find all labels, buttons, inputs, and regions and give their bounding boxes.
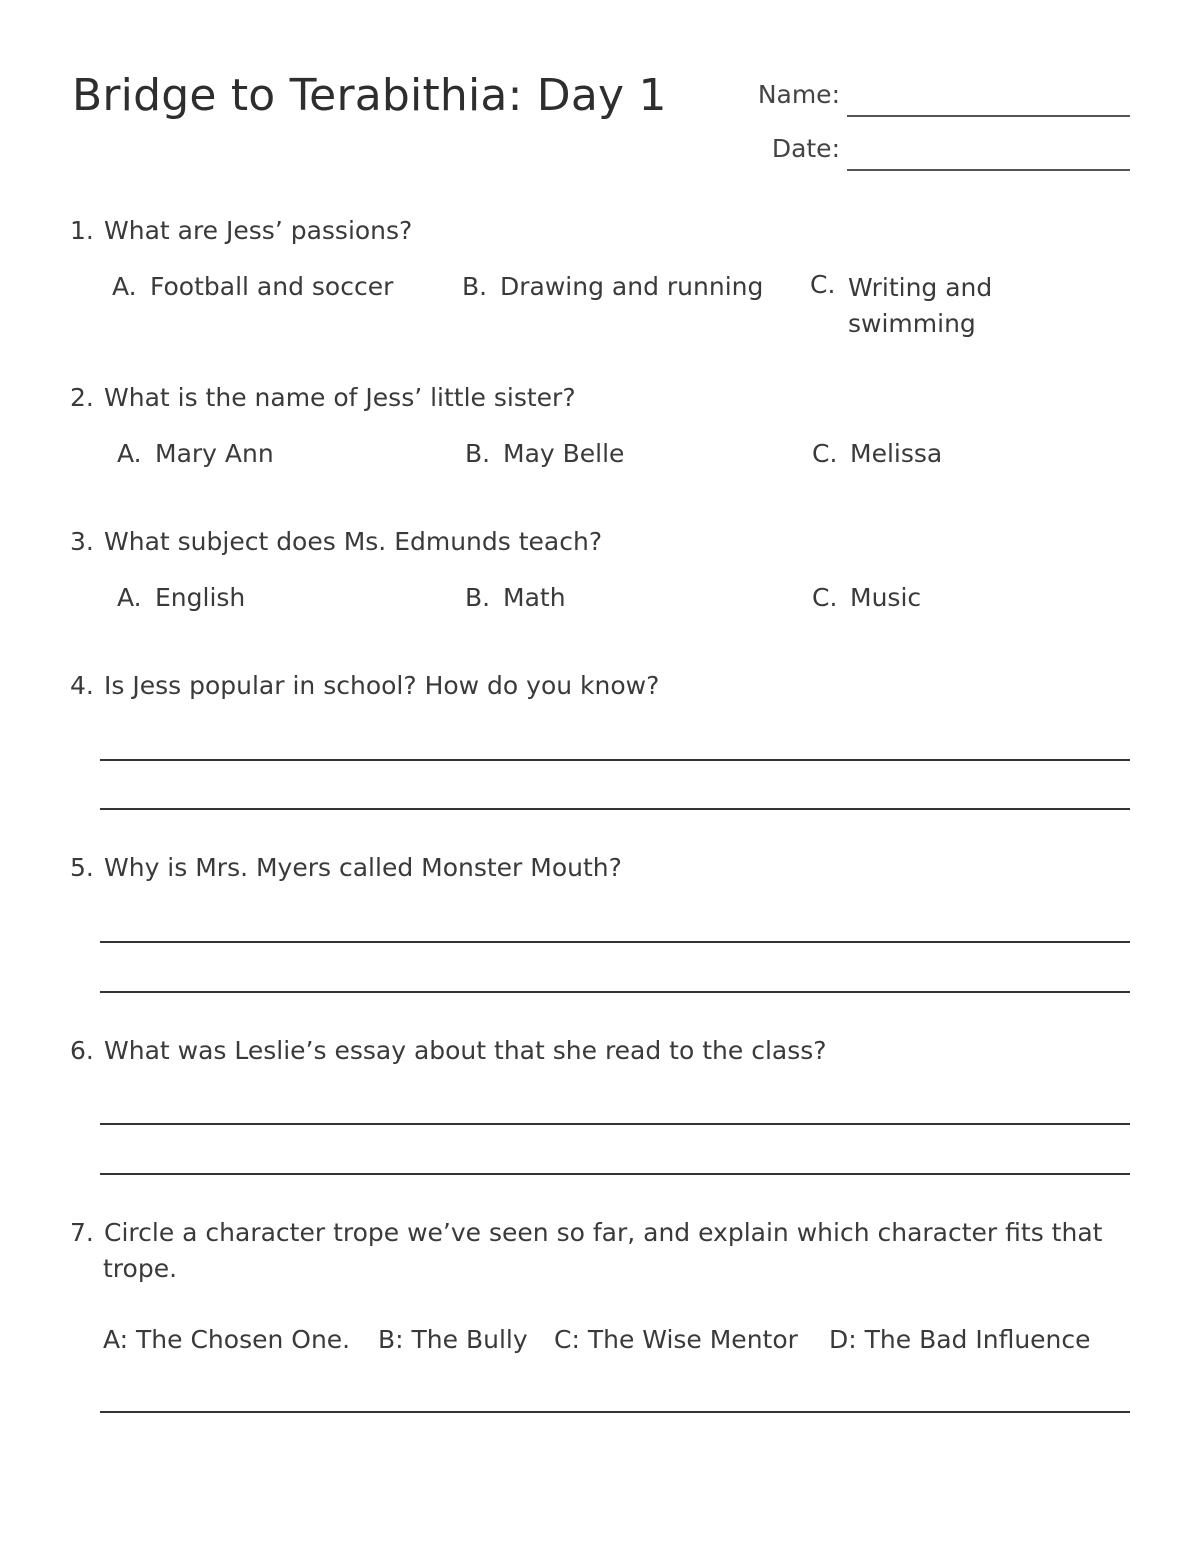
- q1-option-b[interactable]: [462, 272, 763, 301]
- name-field-line[interactable]: [847, 115, 1130, 117]
- name-label: Name:: [757, 80, 840, 109]
- question-text: Circle a character trope we’ve seen so far, and explain which character fits that: [104, 1218, 1103, 1247]
- question-2: [70, 383, 576, 412]
- q3-option-a[interactable]: [117, 583, 245, 612]
- option-letter: B.: [465, 583, 491, 612]
- question-number: 2.: [70, 383, 94, 412]
- q2-option-a[interactable]: [117, 439, 274, 468]
- option-letter: A.: [117, 583, 142, 612]
- question-text: What are Jess’ passions?: [104, 216, 413, 245]
- q3-option-b[interactable]: [465, 583, 566, 612]
- option-text: Music: [850, 583, 922, 612]
- option-text: Writing and swimming: [848, 273, 993, 338]
- question-text: What subject does Ms. Edmunds teach?: [104, 527, 603, 556]
- option-letter: C.: [812, 583, 838, 612]
- question-7: [70, 1218, 1102, 1247]
- question-5: [70, 853, 622, 882]
- trope-option-c[interactable]: C: The Wise Mentor: [554, 1325, 798, 1354]
- question-number: 3.: [70, 527, 94, 556]
- answer-line[interactable]: [100, 991, 1130, 993]
- question-3: [70, 527, 602, 556]
- question-number: 4.: [70, 671, 94, 700]
- answer-line[interactable]: [100, 941, 1130, 943]
- date-label: Date:: [771, 134, 840, 163]
- trope-option-d[interactable]: D: The Bad Influence: [829, 1325, 1091, 1354]
- q3-option-c[interactable]: [812, 583, 921, 612]
- q1-option-a[interactable]: [112, 272, 393, 301]
- question-number: 5.: [70, 853, 94, 882]
- question-number: 7.: [70, 1218, 94, 1247]
- trope-option-b[interactable]: B: The Bully: [378, 1325, 528, 1354]
- option-text: Mary Ann: [155, 439, 274, 468]
- option-text: English: [155, 583, 246, 612]
- question-text: What is the name of Jess’ little sister?: [104, 383, 576, 412]
- answer-line[interactable]: [100, 759, 1130, 761]
- q1-option-c[interactable]: [810, 270, 1010, 342]
- answer-line[interactable]: [100, 1123, 1130, 1125]
- option-text: May Belle: [503, 439, 625, 468]
- option-letter: A.: [117, 439, 142, 468]
- worksheet-title: Bridge to Terabithia: Day 1: [72, 70, 667, 121]
- option-letter: C.: [812, 439, 838, 468]
- option-letter: B.: [465, 439, 491, 468]
- question-6: [70, 1036, 827, 1065]
- option-text: Melissa: [850, 439, 943, 468]
- question-text: What was Leslie’s essay about that she read to the class?: [104, 1036, 827, 1065]
- option-letter: C.: [810, 270, 836, 299]
- option-text: Math: [503, 583, 566, 612]
- answer-line[interactable]: [100, 1411, 1130, 1413]
- option-letter: A.: [112, 272, 137, 301]
- question-7-continuation: trope.: [103, 1254, 178, 1283]
- date-field-line[interactable]: [847, 169, 1130, 171]
- option-text: Football and soccer: [150, 272, 394, 301]
- question-4: [70, 671, 659, 700]
- trope-option-a[interactable]: A: The Chosen One.: [103, 1325, 351, 1354]
- q2-option-c[interactable]: [812, 439, 942, 468]
- question-text: Why is Mrs. Myers called Monster Mouth?: [104, 853, 622, 882]
- question-1: [70, 216, 412, 245]
- option-text: Drawing and running: [500, 272, 764, 301]
- question-text: Is Jess popular in school? How do you know?: [104, 671, 660, 700]
- answer-line[interactable]: [100, 808, 1130, 810]
- q2-option-b[interactable]: [465, 439, 624, 468]
- answer-line[interactable]: [100, 1173, 1130, 1175]
- question-number: 6.: [70, 1036, 94, 1065]
- option-letter: B.: [462, 272, 488, 301]
- question-number: 1.: [70, 216, 94, 245]
